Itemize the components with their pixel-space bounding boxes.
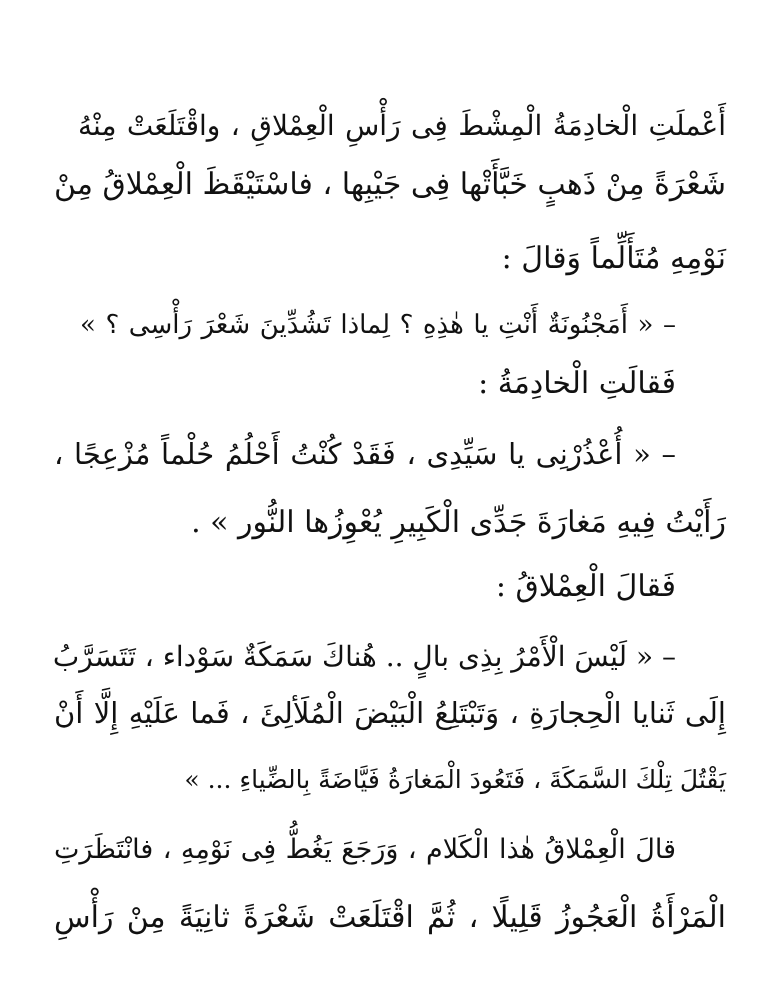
text-line-6: – « أُعْذُرْنِى يا سَيِّدِى ، فَقَدْ كُنْتُ أَحْلُمُ حُلْماً مُزْعِجًا ، xyxy=(54,437,676,471)
text-line-2: شَعْرَةً مِنْ ذَهبٍ خَبَّأَتْها فِى جَيْبِها ، فاسْتَيْقَظَ الْعِمْلاقُ مِنْ xyxy=(54,167,726,202)
text-line-8: فَقالَ الْعِمْلاقُ : xyxy=(495,569,676,604)
text-line-9: – « لَيْسَ الْأَمْرُ بِذِى بالٍ .. هُناكَ سَمَكَةٌ سَوْداء ، تَتَسَرَّبُ xyxy=(52,640,676,673)
text-line-5: فَقالَتِ الْخادِمَةُ : xyxy=(478,366,676,401)
text-line-7: رَأَيْتُ فِيهِ مَغارَةَ جَدِّى الْكَبِيرِ يُعْوِزُها النُّور » . xyxy=(191,505,726,540)
text-line-3: نَوْمِهِ مُتَأَلِّماً وَقالَ : xyxy=(501,241,726,276)
text-line-11: يَقْتُلَ تِلْكَ السَّمَكَةَ ، فَتَعُودَ الْمَغارَةُ فَيَّاضَةً بِالضِّياءِ ... » xyxy=(184,765,726,794)
text-line-10: إِلَى ثَنايا الْحِجارَةِ ، وَتَبْتَلِعُ الْبَيْضَ الْمُلَألِئَ ، فَما عَلَيْهِ إِلَّا أَنْ xyxy=(54,696,726,730)
text-line-13: الْمَرْأَةُ الْعَجُوزُ قَلِيلًا ، ثُمَّ اقْتَلَعَتْ شَعْرَةً ثانِيَةً مِنْ رَأْسِ xyxy=(54,900,726,935)
text-line-1: أَعْملَتِ الْخادِمَةُ الْمِشْطَ فِى رَأْسِ الْعِمْلاقِ ، واقْتَلَعَتْ مِنْهُ xyxy=(78,109,726,142)
text-line-4: – « أَمَجْنُونَةٌ أَنْتِ يا هٰذِهِ ؟ لِماذا تَشُدِّينَ شَعْرَ رَأْسِى ؟ » xyxy=(80,310,676,340)
text-line-12: قالَ الْعِمْلاقُ هٰذا الْكَلام ، وَرَجَعَ يَغُطُّ فِى نَوْمِهِ ، فانْتَظَرَتِ xyxy=(54,834,676,865)
